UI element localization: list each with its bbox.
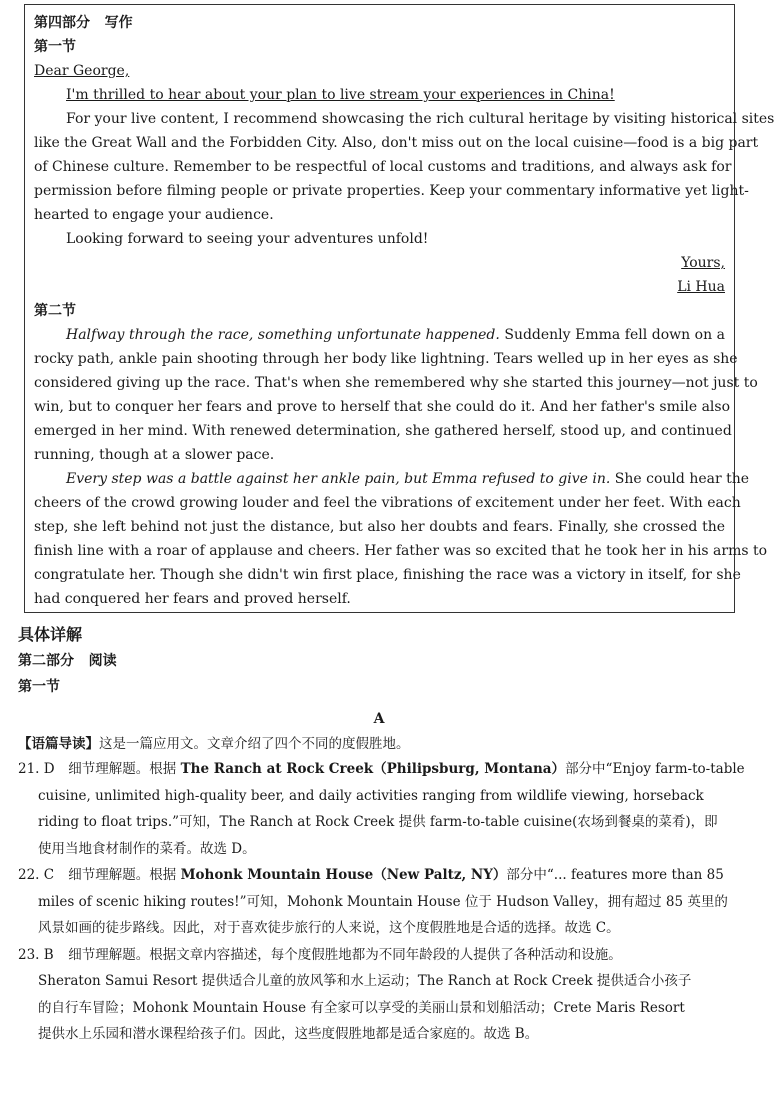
story-line: win, but to conquer her fears and prove to herself that she could do it. And her father's smile also bbox=[34, 399, 731, 415]
story-line: rocky path, ankle pain shooting through her body like lightning. Tears welled up in her eyes as she bbox=[34, 351, 738, 367]
answer-text: 部分中“... features more than 85 bbox=[506, 867, 724, 883]
signature bbox=[34, 275, 725, 299]
intro-text: 这是一篇应用文。文章介绍了四个不同的度假胜地。 bbox=[99, 736, 410, 752]
story-line: had conquered her fears and proved herself. bbox=[34, 591, 351, 607]
answer-23-line: Sheraton Samui Resort 提供适合儿童的放风筝和水上运动；The Ranch at Rock Creek 提供适合小孩子 bbox=[38, 973, 692, 989]
signoff bbox=[34, 251, 725, 275]
letter-line: like the Great Wall and the Forbidden City. Also, don't miss out on the local cuisine—food is a big part bbox=[34, 135, 759, 151]
answer-22-line: 风景如画的徒步路线。因此，对于喜欢徒步旅行的人来说，这个度假胜地是合适的选择。故选 C。 bbox=[38, 920, 620, 936]
question-number: 23. B bbox=[18, 946, 54, 963]
intro-label: 【语篇导读】 bbox=[18, 736, 99, 752]
closing-line: Looking forward to seeing your adventures unfold! bbox=[66, 231, 429, 247]
story-lead-italic: Every step was a battle against her ankle pain, but Emma refused to give in. bbox=[66, 471, 611, 487]
story-lead-rest: Suddenly Emma fell down on a bbox=[499, 327, 725, 343]
part-title: 第四部分 写作 bbox=[34, 15, 133, 31]
passage-letter: A bbox=[373, 711, 385, 727]
story-line: running, though at a slower pace. bbox=[34, 447, 275, 463]
story-line: step, she left behind not just the distance, but also her doubts and fears. Finally, she crossed the bbox=[34, 519, 725, 535]
salutation-text: Dear George, bbox=[34, 63, 130, 79]
story-line: finish line with a roar of applause and cheers. Her father was so excited that he took her in his arms to bbox=[34, 543, 768, 559]
answer-bold-text: Mohonk Mountain House（New Paltz, NY） bbox=[180, 867, 507, 883]
answer-21-line: 使用当地食材制作的菜肴。故选 D。 bbox=[38, 840, 256, 857]
letter-line: For your live content, I recommend showcasing the rich cultural heritage by visiting historical sites bbox=[66, 111, 774, 127]
answer-23-line: 提供水上乐园和潜水课程给孩子们。因此，这些度假胜地都是适合家庭的。故选 B。 bbox=[38, 1026, 539, 1042]
answer-23-line: 的自行车冒险；Mohonk Mountain House 有全家可以享受的美丽山景和划船活动；Crete Maris Resort bbox=[38, 999, 685, 1016]
reading-part-title: 第二部分 阅读 bbox=[18, 653, 117, 669]
answer-21-line: cuisine, unlimited high-quality beer, and daily activities ranging from wildlife viewing, horseback bbox=[38, 787, 704, 804]
story-lead-rest: She could hear the bbox=[610, 471, 750, 487]
salutation bbox=[34, 59, 725, 83]
answer-21-line: riding to float trips.”可知，The Ranch at Rock Creek 提供 farm-to-table cuisine(农场到餐桌的菜肴)，即 bbox=[38, 814, 718, 830]
answer-22-line: miles of scenic hiking routes!”可知，Mohonk Mountain House 位于 Hudson Valley，拥有超过 85 英里的 bbox=[38, 893, 728, 910]
answer-bold-text: The Ranch at Rock Creek（Philipsburg, Montana） bbox=[180, 761, 566, 777]
letter-line: hearted to engage your audience. bbox=[34, 207, 274, 223]
story-lead-italic: Halfway through the race, something unfortunate happened. bbox=[66, 327, 500, 343]
story-line: congratulate her. Though she didn't win first place, finishing the race was a victory in itself, for she bbox=[34, 567, 741, 583]
explanation-title: 具体详解 bbox=[18, 625, 83, 644]
signoff-text: Yours, bbox=[681, 255, 725, 271]
writing-answer-box bbox=[24, 4, 774, 613]
answer-text: 部分中“Enjoy farm-to-table bbox=[565, 761, 745, 777]
question-number: 21. D bbox=[18, 761, 55, 777]
section1-title: 第一节 bbox=[34, 39, 76, 55]
question-number: 22. C bbox=[18, 867, 55, 883]
explanation-section bbox=[18, 622, 745, 1048]
story-line: emerged in her mind. With renewed determination, she gathered herself, stood up, and continued bbox=[34, 423, 732, 439]
story-line bbox=[34, 467, 750, 491]
answer-21-line bbox=[18, 756, 745, 783]
answer-23-line bbox=[18, 942, 740, 969]
answer-text: 细节理解题。根据 bbox=[64, 867, 181, 883]
story-line bbox=[34, 323, 725, 347]
answer-text: 细节理解题。根据文章内容描述，每个度假胜地都为不同年龄段的人提供了各种活动和设施。 bbox=[64, 946, 622, 963]
opening-text: I'm thrilled to hear about your plan to live stream your experiences in China! bbox=[66, 87, 615, 103]
section2-title: 第二节 bbox=[34, 303, 76, 319]
answer-text: 细节理解题。根据 bbox=[64, 761, 181, 777]
letter-line: of Chinese culture. Remember to be respectful of local customs and traditions, and always ask for bbox=[34, 159, 732, 175]
letter-line: permission before filming people or private properties. Keep your commentary informative yet light- bbox=[34, 183, 749, 199]
reading-section-title: 第一节 bbox=[18, 679, 60, 695]
answer-22-line bbox=[18, 862, 740, 889]
story-line: considered giving up the race. That's when she remembered why she started this journey—not just to bbox=[34, 375, 758, 391]
passage-intro bbox=[18, 732, 740, 756]
signature-text: Li Hua bbox=[677, 279, 725, 295]
story-line: cheers of the crowd growing louder and feel the vibrations of excitement under her feet. With each bbox=[34, 495, 741, 511]
opening-line bbox=[34, 83, 725, 107]
